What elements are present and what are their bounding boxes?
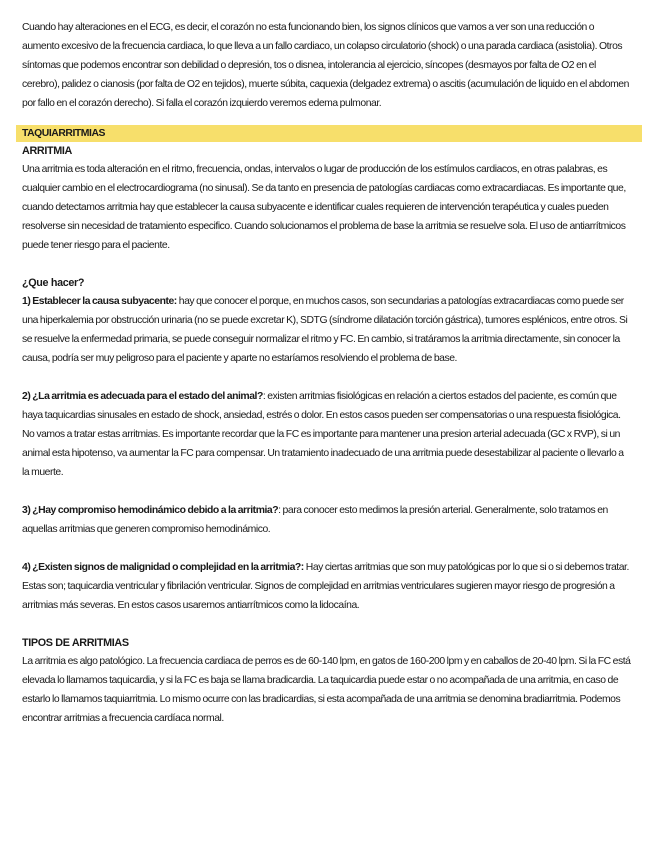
intro-paragraph: Cuando hay alteraciones en el ECG, es decir, el corazón no esta funcionando bien, los signos clínicos que vamos a ver son una reducción o aumento excesivo de la frecuencia cardiaca, lo que lleva a un fallo cardiaco, un colapso circulatorio (shock) o una parada cardiaca (asistolia). Otros síntomas que podemos encontrar son debilidad o depresión, tos o disnea, intolerancia al ejercicio, síncopes (desmayos por falta de O2 en el cerebro), palidez o cianosis (por falta de O2 en tejidos), muerte súbita, caquexia (delgadez extrema) o ascitis (acumulación de liquido en el abdomen por fallo en el corazón derecho). Si falla el corazón izquierdo veremos edema pulmonar. (22, 22, 629, 109)
que-hacer-item-2-lead: 2) ¿La arritmia es adecuada para el estado del animal? (22, 391, 263, 402)
section-banner-taquiarritmias: TAQUIARRITMIAS (16, 125, 642, 142)
que-hacer-item-1 (22, 292, 632, 368)
tipos-heading: TIPOS DE ARRITMIAS (22, 637, 129, 649)
que-hacer-heading: ¿Que hacer? (22, 277, 85, 289)
que-hacer-item-1-lead: 1) Establecer la causa subyacente: (22, 296, 177, 307)
que-hacer-item-3-text: : para conocer esto medimos la presión arterial. Generalmente, solo tratamos en aquellas arritmias que generen compromiso hemodinámico. (22, 505, 608, 535)
que-hacer-item-3-lead: 3) ¿Hay compromiso hemodinámico debido a la arritmia? (22, 505, 279, 516)
que-hacer-item-4-text: Hay ciertas arritmias que son muy patológicas por lo que si o si debemos tratar. Estas son; taquicardia ventricular y fibrilación ventricular. Signos de complejidad en arritmias ventriculares sugieren mayor riesgo de progresión a arritmias más severas. En estos casos usaremos antiarrítmicos como la lidocaína. (22, 562, 629, 611)
que-hacer-item-4-lead: 4) ¿Existen signos de malignidad o complejidad en la arritmia?: (22, 562, 304, 573)
que-hacer-item-2 (22, 387, 632, 482)
que-hacer-item-2-text: : existen arritmias fisiológicas en relación a ciertos estados del paciente, es común que haya taquicardias sinusales en estado de shock, ansiedad, estrés o dolor. En estos casos pueden ser compensatorias o una respuesta fisiológica. No vamos a tratar estas arritmias. Es importante recordar que la FC es importante para mantener una presion arterial adecuada (GC x RVP), si un animal esta hipotenso, va aumentar la FC para compensar. Un tratamiento inadecuado de una arritmia puede desestabilizar al paciente o llevarlo a la muerte. (22, 391, 624, 478)
arritmia-heading: ARRITMIA (22, 145, 72, 157)
tipos-paragraph: La arritmia es algo patológico. La frecuencia cardiaca de perros es de 60-140 lpm, en gatos de 160-200 lpm y en caballos de 20-40 lpm. Si la FC está elevada lo llamamos taquicardia, y si la FC es baja se llama bradicardia. La taquicardia puede estar o no acompañada de una arritmia, en caso de estarlo lo llamamos taquiarritmia. Lo mismo ocurre con las bradicardias, si esta acompañada de una arritmia se denomina bradiarritmia. Podemos encontrar arritmias a frecuencia cardíaca normal. (22, 656, 631, 724)
arritmia-paragraph: Una arritmia es toda alteración en el ritmo, frecuencia, ondas, intervalos o lugar de producción de los estímulos cardiacos, en otras palabras, es cualquier cambio en el electrocardiograma (no sinusal). Se da tanto en presencia de patologías cardiacas como extracardiacas. Es importante que, cuando detectamos arritmia hay que establecer la causa subyacente e identificar cuales requieren de intervención terapéutica y cuales pueden resolverse sin necesidad de tratamiento especifico. Cuando solucionamos el problema de base la arritmia se resuelve sola. El uso de antiarrítmicos puede tener riesgo para el paciente. (22, 164, 626, 251)
que-hacer-item-1-text: hay que conocer el porque, en muchos casos, son secundarias a patologías extracardiacas como puede ser una hiperkalemia por obstrucción urinaria (no se puede excretar K), SDTG (síndrome dilatación torción gástrica), tumores esplénicos, entre otros. Si se resuelve la enfermedad primaria, se puede conseguir normalizar el ritmo y FC. En cambio, si tratáramos la arritmia directamente, sin conocer la causa, podría ser muy peligroso para el paciente y aparte no estaríamos resolviendo el problema de base. (22, 296, 628, 364)
document-content (22, 18, 632, 728)
que-hacer-item-3 (22, 501, 632, 539)
que-hacer-item-4 (22, 558, 632, 615)
